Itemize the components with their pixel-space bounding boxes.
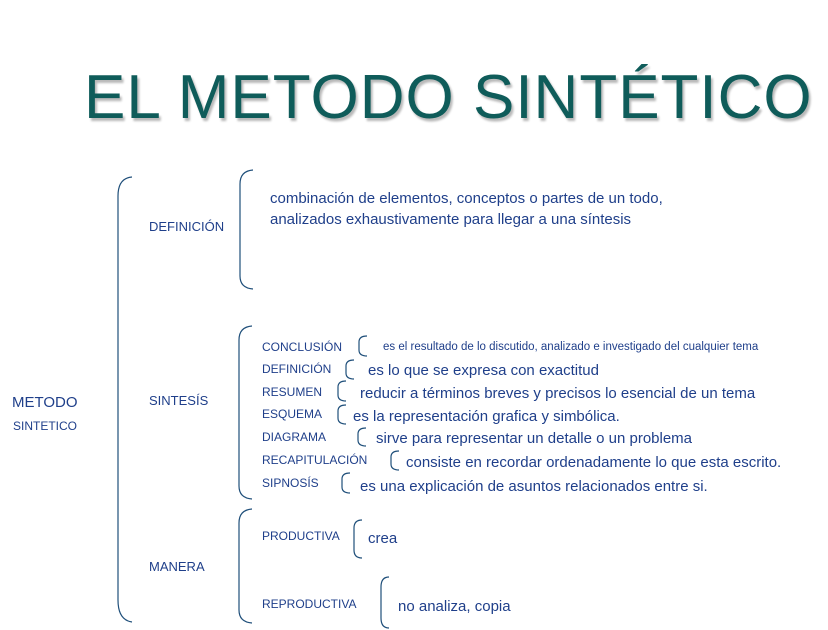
manera-bracket [239,509,252,623]
term-definicion: DEFINICIÓN [262,362,332,376]
recapitulacion-bracket [391,451,399,470]
page-title: EL METODO SINTÉTICO [84,63,813,132]
desc-definicion: es lo que se expresa con exactitud [368,362,599,379]
desc-conclusion: es el resultado de lo discutido, analizado e investigado del cualquier tema [383,341,759,353]
term-reproductiva: REPRODUCTIVA [262,597,357,611]
desc-productiva: crea [368,530,398,547]
desc-resumen: reducir a términos breves y precisos lo esencial de un tema [360,385,756,402]
root-bracket [118,177,132,622]
term-productiva: PRODUCTIVA [262,529,340,543]
desc-recapitulacion: consiste en recordar ordenadamente lo que esta escrito. [406,454,782,471]
conclusion-bracket [359,336,367,356]
resumen-bracket [338,381,346,401]
sipnosis-bracket [342,473,350,493]
term-resumen: RESUMEN [262,385,323,399]
definicion-label: DEFINICIÓN [149,219,225,234]
manera-label: MANERA [149,559,205,574]
term-sipnosis: SIPNOSÍS [262,476,319,490]
desc-esquema: es la representación grafica y simbólica. [353,408,620,425]
root-label-line1: METODO [12,394,78,411]
desc-diagrama: sirve para representar un detalle o un problema [376,430,693,447]
productiva-bracket [354,520,362,558]
definicion2-bracket [346,360,354,379]
sintesis-bracket [239,326,252,499]
definicion-bracket [240,170,253,289]
desc-reproductiva: no analiza, copia [398,598,511,615]
root-label-line2: SINTETICO [13,419,78,433]
term-esquema: ESQUEMA [262,407,323,421]
term-recapitulacion: RECAPITULACIÓN [262,453,368,467]
diagrama-bracket [358,428,366,446]
desc-sipnosis: es una explicación de asuntos relacionados entre si. [360,478,708,495]
reproductiva-bracket [381,577,389,628]
term-diagrama: DIAGRAMA [262,430,327,444]
definicion-text: combinación de elementos, conceptos o partes de un todo, analizados exhaustivamente para llegar a una síntesis [270,190,663,228]
esquema-bracket [338,405,346,424]
term-conclusion: CONCLUSIÓN [262,340,343,354]
sintesis-label: SINTESÍS [149,393,209,408]
